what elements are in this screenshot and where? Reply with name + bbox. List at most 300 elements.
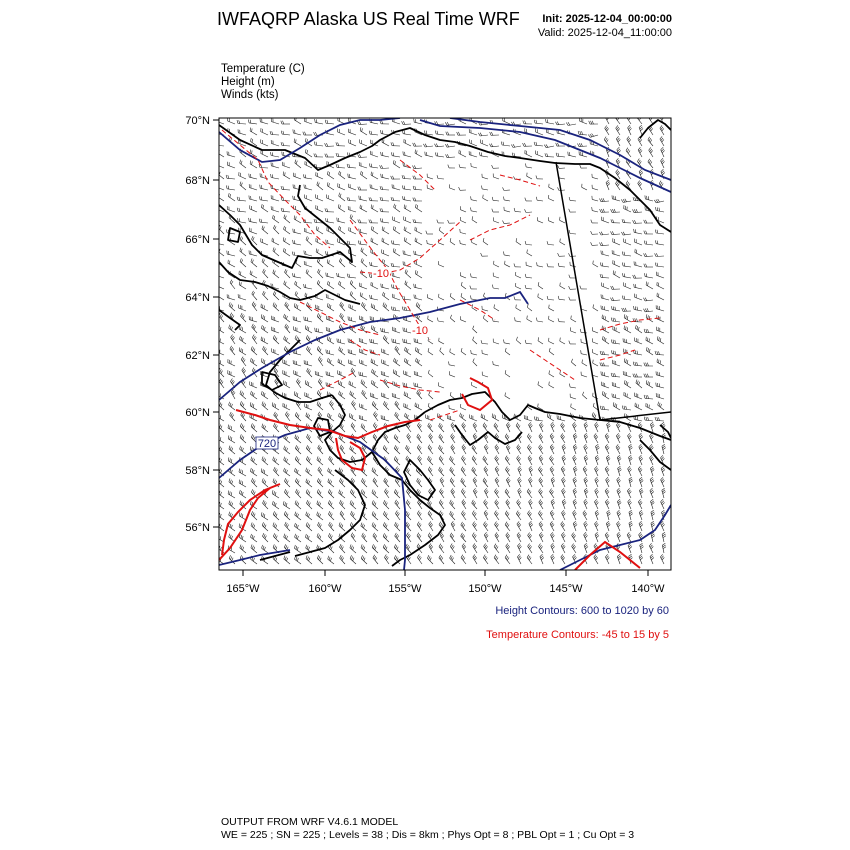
wind-barb xyxy=(370,298,378,300)
wind-barb-feather xyxy=(474,459,476,462)
wind-barb-feather xyxy=(406,282,407,285)
wind-barb xyxy=(439,297,444,300)
wind-barb-feather xyxy=(317,501,318,504)
wind-barb-feather xyxy=(439,500,441,503)
wind-barb-feather xyxy=(283,501,284,504)
wind-barb-feather xyxy=(637,115,639,118)
wind-barb xyxy=(272,352,279,355)
wind-barb xyxy=(393,220,400,223)
wind-barb-feather xyxy=(383,522,384,525)
wind-barb-feather xyxy=(440,477,442,480)
wind-barb xyxy=(406,448,412,454)
wind-barb-feather xyxy=(662,433,665,435)
wind-barb-feather xyxy=(319,358,321,361)
wind-barb-feather xyxy=(327,281,328,284)
wind-barb-feather xyxy=(496,523,498,526)
wind-barb-feather xyxy=(568,122,570,125)
wind-barb-feather xyxy=(395,401,397,404)
wind-barb-feather xyxy=(640,127,643,129)
wind-barb-feather xyxy=(363,391,365,394)
wind-barb xyxy=(285,525,290,531)
wind-barb-feather xyxy=(373,304,374,307)
wind-barb-feather xyxy=(285,502,286,505)
wind-barb-feather xyxy=(648,115,650,118)
wind-barb-feather xyxy=(634,229,635,233)
wind-barb xyxy=(381,134,389,135)
wind-barb-feather xyxy=(494,304,495,308)
wind-barb-feather xyxy=(329,337,330,340)
wind-barb-feather xyxy=(511,145,513,148)
wind-barb-feather xyxy=(562,488,565,491)
wind-barb-feather xyxy=(551,490,553,493)
wind-barb-feather xyxy=(351,423,353,426)
wind-barb xyxy=(494,308,499,311)
wind-barb-feather xyxy=(530,480,532,483)
wind-barb-feather xyxy=(552,524,554,527)
wind-barb-feather xyxy=(263,469,264,472)
wind-barb xyxy=(461,536,466,542)
wind-barb-feather xyxy=(372,490,373,493)
wind-barb-feather xyxy=(505,456,507,459)
wind-barb-feather xyxy=(650,422,653,424)
wind-barb xyxy=(392,310,400,311)
wind-barb-feather xyxy=(596,469,598,472)
wind-barb xyxy=(306,459,312,465)
wind-barb-feather xyxy=(662,488,665,490)
wind-barb-feather xyxy=(251,534,252,537)
wind-barb-feather xyxy=(274,491,275,494)
wind-barb-feather xyxy=(253,512,254,515)
wind-barb-feather xyxy=(525,340,526,343)
wind-barb-feather xyxy=(328,511,330,514)
wind-barb-feather xyxy=(651,510,654,512)
wind-barb xyxy=(450,318,455,322)
wind-barb xyxy=(571,319,576,322)
wind-barb-feather xyxy=(272,152,273,155)
wind-barb-feather xyxy=(240,446,241,449)
wind-barb-feather xyxy=(286,523,288,526)
wind-barb-feather xyxy=(261,204,262,207)
wind-barb xyxy=(394,547,400,553)
wind-barb-feather xyxy=(596,446,599,448)
wind-barb-feather xyxy=(271,174,272,178)
wind-barb xyxy=(645,199,653,201)
wind-barb xyxy=(537,321,543,322)
wind-barb xyxy=(538,469,543,476)
wind-barb-feather xyxy=(478,133,480,136)
wind-barb-feather xyxy=(380,197,381,200)
wind-barb-feather xyxy=(484,457,486,460)
wind-barb-feather xyxy=(619,503,622,505)
wind-barb xyxy=(240,163,246,168)
wind-barb-feather xyxy=(430,490,432,493)
wind-barb-feather xyxy=(428,511,430,514)
wind-barb-feather xyxy=(293,273,294,276)
wind-barb-feather xyxy=(418,435,420,438)
wind-barb-feather xyxy=(408,547,410,550)
wind-barb-feather xyxy=(428,445,430,448)
wind-barb-feather xyxy=(607,422,610,424)
wind-barb-feather xyxy=(640,129,643,131)
wind-barb-feather xyxy=(385,479,387,482)
wind-barb-feather xyxy=(601,198,603,201)
wind-barb-feather xyxy=(306,302,307,305)
wind-barb xyxy=(645,244,653,245)
wind-barb-feather xyxy=(640,446,643,449)
wind-barb-feather xyxy=(547,241,548,244)
wind-barb-feather xyxy=(261,391,262,394)
wind-barb-feather xyxy=(563,457,566,459)
wind-barb-feather xyxy=(562,479,564,482)
wind-barb-feather xyxy=(580,329,581,332)
wind-barb-feather xyxy=(633,209,635,212)
wind-barb-feather xyxy=(640,173,643,175)
wind-barb xyxy=(657,296,664,300)
wind-barb-feather xyxy=(364,547,365,550)
wind-barb-feather xyxy=(607,510,610,512)
wind-barb-feather xyxy=(463,470,465,473)
wind-barb xyxy=(318,437,323,443)
wind-barb-feather xyxy=(274,412,276,415)
wind-barb xyxy=(360,208,367,212)
wind-barb xyxy=(623,266,631,267)
wind-barb-feather xyxy=(231,413,233,416)
wind-barb-feather xyxy=(624,219,625,222)
wind-barb-feather xyxy=(329,359,330,362)
wind-barb-feather xyxy=(393,197,394,200)
wind-barb-feather xyxy=(417,511,419,514)
wind-barb-feather xyxy=(395,412,397,415)
wind-barb-feather xyxy=(608,459,611,461)
wind-barb-feather xyxy=(397,525,399,528)
wind-barb xyxy=(404,230,411,234)
wind-barb-feather xyxy=(373,533,375,536)
wind-barb-feather xyxy=(557,122,559,125)
wind-barb-feather xyxy=(221,448,222,451)
wind-barb-feather xyxy=(317,545,318,548)
wind-barb-feather xyxy=(439,456,441,459)
wind-barb xyxy=(359,244,367,245)
wind-barb-feather xyxy=(242,314,244,317)
wind-barb-feather xyxy=(437,131,438,134)
wind-barb xyxy=(370,188,378,190)
wind-barb xyxy=(582,363,587,366)
wind-barb-feather xyxy=(616,125,618,128)
wind-barb-feather xyxy=(537,262,538,265)
wind-barb-feather xyxy=(320,503,321,506)
wind-barb xyxy=(304,188,312,190)
wind-barb-feather xyxy=(371,295,372,299)
wind-barb-feather xyxy=(624,296,625,299)
wind-barb xyxy=(634,419,642,421)
wind-barb-feather xyxy=(519,502,521,505)
wind-barb-feather xyxy=(637,326,638,329)
wind-barb-feather xyxy=(525,241,526,244)
wind-barb-feather xyxy=(618,534,621,537)
wind-barb-feather xyxy=(397,513,399,516)
wind-barb-feather xyxy=(429,489,431,492)
wind-barb-feather xyxy=(382,208,383,211)
wind-barb xyxy=(516,514,521,520)
wind-barb-feather xyxy=(595,424,597,427)
wind-barb-feather xyxy=(540,457,542,460)
wind-barb-feather xyxy=(369,197,370,200)
wind-barb xyxy=(656,375,664,377)
wind-barb xyxy=(428,298,434,300)
wind-barb xyxy=(326,276,334,278)
wind-barb-feather xyxy=(391,176,392,179)
wind-barb-feather xyxy=(584,468,586,471)
wind-barb-feather xyxy=(612,209,613,212)
wind-barb-feather xyxy=(417,544,419,547)
wind-barb-feather xyxy=(420,502,422,505)
wind-barb-feather xyxy=(298,503,299,506)
wind-barb xyxy=(305,407,312,410)
wind-barb-feather xyxy=(551,446,553,449)
wind-barb-feather xyxy=(327,171,328,174)
wind-barb-feather xyxy=(341,479,343,482)
wind-barb-feather xyxy=(461,478,463,481)
wind-barb-feather xyxy=(265,426,266,429)
wind-barb-feather xyxy=(362,425,363,428)
wind-barb-feather xyxy=(230,491,231,494)
wind-barb-feather xyxy=(319,479,320,482)
wind-barb xyxy=(381,419,389,421)
wind-barb xyxy=(250,231,258,234)
wind-barb-feather xyxy=(618,536,621,538)
wind-barb xyxy=(626,162,631,168)
wind-barb xyxy=(612,234,620,235)
wind-barb-feather xyxy=(296,216,297,219)
wind-barb-feather xyxy=(406,445,408,448)
wind-barb xyxy=(637,118,642,124)
wind-barb-feather xyxy=(397,481,399,484)
wind-barb xyxy=(428,426,433,432)
wind-barb-feather xyxy=(585,426,588,428)
wind-barb-feather xyxy=(638,327,639,330)
wind-barb-feather xyxy=(386,437,388,440)
wind-barb-feather xyxy=(633,197,634,200)
wind-barb xyxy=(450,296,455,300)
wind-barb-feather xyxy=(450,511,452,514)
wind-barb-feather xyxy=(250,161,251,164)
wind-barb-feather xyxy=(439,544,441,547)
wind-barb-feather xyxy=(272,402,273,405)
wind-barb-feather xyxy=(238,218,239,221)
wind-barb-feather xyxy=(284,544,285,547)
wind-barb-feather xyxy=(396,413,398,416)
wind-barb xyxy=(623,255,631,256)
wind-barb xyxy=(504,343,510,344)
wind-barb-feather xyxy=(284,534,285,537)
wind-barb-feather xyxy=(418,512,420,515)
wind-barb-feather xyxy=(635,362,636,365)
wind-barb-feather xyxy=(329,456,331,459)
wind-barb xyxy=(538,286,543,289)
wind-barb-feather xyxy=(462,457,464,460)
wind-barb-feather xyxy=(573,457,575,460)
wind-barb xyxy=(449,365,455,366)
wind-barb-feather xyxy=(272,490,273,494)
wind-barb-feather xyxy=(547,263,548,266)
wind-barb-feather xyxy=(329,469,330,472)
wind-barb-feather xyxy=(397,415,399,418)
wind-barb-feather xyxy=(651,512,654,514)
wind-barb xyxy=(250,417,257,421)
wind-barb-feather xyxy=(551,534,553,537)
wind-barb-feather xyxy=(320,316,321,319)
wind-barb xyxy=(350,218,356,223)
wind-barb xyxy=(661,150,664,157)
wind-barb xyxy=(505,459,510,465)
wind-barb-feather xyxy=(413,219,414,222)
wind-barb xyxy=(592,188,598,190)
wind-barb-feather xyxy=(596,536,599,538)
wind-barb xyxy=(581,375,587,377)
wind-barb xyxy=(601,298,609,300)
wind-barb xyxy=(517,458,521,465)
wind-barb-feather xyxy=(261,358,262,362)
wind-barb-feather xyxy=(539,468,541,471)
wind-barb-feather xyxy=(297,470,298,473)
wind-barb-feather xyxy=(285,337,286,340)
wind-barb-feather xyxy=(307,535,308,538)
wind-barb-feather xyxy=(283,248,284,251)
wind-barb-feather xyxy=(239,347,240,350)
wind-barb-feather xyxy=(649,382,650,385)
wind-barb-feather xyxy=(652,534,655,536)
wind-barb-feather xyxy=(296,304,297,307)
wind-barb xyxy=(351,536,356,542)
wind-barb-feather xyxy=(615,318,616,321)
wind-barb-feather xyxy=(349,274,350,277)
wind-barb xyxy=(393,230,400,234)
wind-barb-feather xyxy=(263,425,264,428)
wind-barb xyxy=(360,319,368,322)
wind-barb-feather xyxy=(626,315,627,318)
wind-barb xyxy=(326,243,334,245)
wind-barb xyxy=(472,385,477,388)
wind-barb-feather xyxy=(264,393,265,396)
wind-barb-feather xyxy=(316,226,317,229)
wind-barb-feather xyxy=(519,491,522,494)
wind-barb-feather xyxy=(374,546,375,549)
wind-barb-feather xyxy=(435,152,436,155)
wind-barb-feather xyxy=(474,503,476,506)
wind-barb-feather xyxy=(415,284,416,288)
wind-barb xyxy=(217,153,224,157)
wind-barb xyxy=(295,459,301,465)
wind-barb-feather xyxy=(307,469,308,472)
wind-barb-feather xyxy=(270,131,271,134)
wind-barb-feather xyxy=(496,479,498,482)
wind-barb-feather xyxy=(519,436,521,439)
wind-barb xyxy=(249,188,257,190)
wind-barb xyxy=(482,353,488,355)
wind-barb-feather xyxy=(286,513,287,516)
wind-barb-feather xyxy=(316,328,317,332)
wind-barb-feather xyxy=(297,525,298,528)
wind-barb-feather xyxy=(462,490,464,493)
wind-barb-feather xyxy=(405,413,406,416)
wind-barb-feather xyxy=(413,166,415,169)
wind-barb-feather xyxy=(615,373,616,376)
wind-barb-feather xyxy=(472,467,474,470)
wind-barb-feather xyxy=(407,433,409,436)
wind-barb xyxy=(252,305,257,311)
wind-barb xyxy=(528,513,533,520)
wind-barb-feather xyxy=(284,489,285,492)
wind-barb xyxy=(327,186,334,190)
wind-barb xyxy=(461,408,467,411)
wind-barb-feather xyxy=(646,264,647,267)
wind-barb xyxy=(360,286,368,289)
wind-barb xyxy=(612,363,620,366)
wind-barb xyxy=(557,156,565,157)
wind-barb-feather xyxy=(296,293,297,296)
wind-barb-feather xyxy=(416,302,417,305)
wind-barb xyxy=(428,373,433,377)
wind-barb-feather xyxy=(298,492,300,495)
wind-barb xyxy=(461,459,466,466)
wind-barb-feather xyxy=(373,173,374,177)
wind-barb xyxy=(394,207,400,212)
wind-barb-feather xyxy=(261,219,262,222)
wind-barb xyxy=(315,122,323,124)
wind-barb-feather xyxy=(262,545,263,548)
wind-barb-feather xyxy=(450,544,452,547)
wind-barb-feather xyxy=(473,543,475,546)
wind-barb-feather xyxy=(260,185,261,189)
wind-barb xyxy=(471,354,477,355)
wind-barb-feather xyxy=(404,237,405,241)
wind-barb-feather xyxy=(627,488,629,491)
wind-barb xyxy=(546,132,554,135)
wind-barb-feather xyxy=(414,119,415,122)
wind-barb-feather xyxy=(275,534,276,537)
wind-barb-feather xyxy=(376,414,378,417)
wind-barb-feather xyxy=(406,359,407,362)
wind-barb-feather xyxy=(507,525,509,528)
wind-barb xyxy=(612,343,620,344)
wind-barb-feather xyxy=(250,150,251,153)
wind-barb-feather xyxy=(574,535,576,538)
wind-barb-feather xyxy=(284,215,285,218)
wind-barb-feather xyxy=(261,512,262,515)
wind-barb xyxy=(559,266,565,267)
wind-barb-feather xyxy=(463,481,465,484)
wind-barb-feather xyxy=(662,139,664,142)
wind-barb-feather xyxy=(618,183,620,186)
wind-barb-feather xyxy=(430,459,432,462)
wind-barb xyxy=(493,321,499,322)
wind-barb-feather xyxy=(640,525,643,527)
wind-barb xyxy=(406,514,412,520)
wind-barb xyxy=(274,470,280,476)
wind-barb-feather xyxy=(618,466,621,468)
wind-barb xyxy=(272,241,279,245)
wind-barb-feather xyxy=(375,404,376,407)
wind-barb-feather xyxy=(242,481,243,485)
wind-barb-feather xyxy=(626,359,627,362)
wind-barb-feather xyxy=(394,544,395,547)
wind-barb-feather xyxy=(263,480,264,483)
wind-barb-feather xyxy=(495,512,497,515)
wind-barb xyxy=(459,121,466,125)
wind-barb xyxy=(273,218,280,223)
wind-barb-feather xyxy=(650,140,652,143)
wind-barb-feather xyxy=(252,447,253,451)
